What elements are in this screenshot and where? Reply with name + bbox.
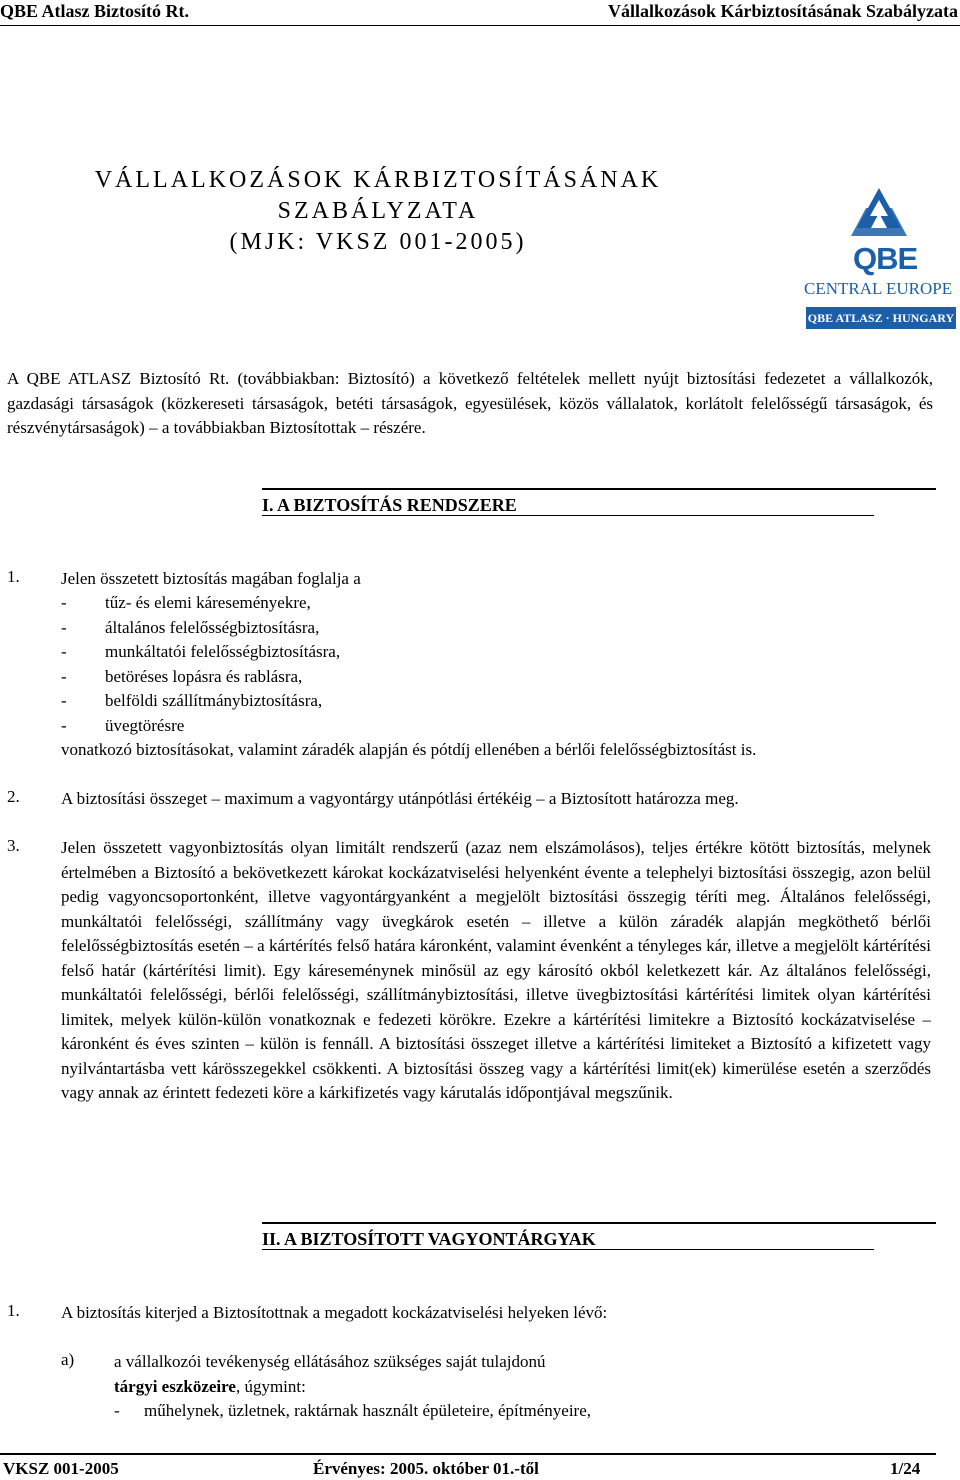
header-doc-title: Vállalkozások Kárbiztosításának Szabályzata <box>607 1 958 21</box>
section1-rule <box>262 488 936 490</box>
logo-atlasz-band: QBE ATLASZ · HUNGARY <box>806 307 956 329</box>
footer-rule <box>0 1453 936 1455</box>
bullet-fire: tűz- és elemi káreseményekre, <box>105 593 311 612</box>
footer-code: VKSZ 001-2005 <box>3 1459 119 1478</box>
sub-a-line2 <box>114 1375 934 1400</box>
qbe-triangle-icon <box>800 186 958 246</box>
intro-paragraph: A QBE ATLASZ Biztosító Rt. (továbbiakban: Biztosító) a következő feltételek mellett nyújt biztosítási fedezetet a vállalkozók, gazdasági társaságok (közkereseti társaságok, betéti társaságok, egyesülések, közös vállalatok, korlátolt felelősségű társaságok, és részvénytársaságok) – a továbbiakban Biztosítottak – részére. <box>7 369 933 437</box>
bullet-mark: - <box>61 691 67 710</box>
item1-number: 1. <box>7 567 20 586</box>
qbe-logo <box>800 186 958 334</box>
bullet-general-liability: általános felelősségbiztosításra, <box>105 617 320 637</box>
footer-page-number: 1/24 <box>890 1459 921 1478</box>
section1-underline <box>262 515 874 516</box>
logo-central-europe: CENTRAL EUROPE <box>804 279 953 298</box>
bullet-glass: üvegtörésre <box>105 715 185 735</box>
sub-a-bullet: műhelynek, üzletnek, raktárnak használt épületeire, építményeire, <box>144 1401 591 1420</box>
page-header <box>0 0 960 26</box>
section2-rule <box>262 1222 936 1224</box>
bullet-mark: - <box>61 642 67 661</box>
s2-item1-number: 1. <box>7 1301 20 1320</box>
bullet-mark: - <box>61 617 67 637</box>
item2-text: A biztosítási összeget – maximum a vagyontárgy utánpótlási értékéig – a Biztosított határozza meg. <box>61 789 739 808</box>
item3-text: Jelen összetett vagyonbiztosítás olyan limitált rendszerű (azaz nem elszámolásos), teljes értékre kötött biztosítás, melynek értelmében a Biztosító a bekövetkezett károkat kockázatviselési helyenként évente a telephelyi biztosítási összegig, azon belül pedig vagyoncsoportonként, illetve vagyontárgyanként a megjelölt biztosítási összegig téríti meg. Általános felelősségi, munkáltatói felelősségi, szállítmány vagy üvegkárok esetén – illetve a külön záradék alapján megköthető bérlői felelősségbiztosítás esetén – a kártérítés felső határa káronként, valamint évenként a tényleges kár, illetve a megjelölt kártérítési felső határ (kártérítési limit). Egy káreseménynek minősül az egy károsító okból keletkezett kár. Az általános felelősségi, munkáltatói felelősségi, bérlői felelősségi, szállítmánybiztosítási, illetve üvegbiztosítási kártérítési limitek olyan kártérítési limitek, melyek külön-külön vonatkoznak e fedezeti körökre. Ezekre a kártérítési limitekre a Biztosító kockázatviselése – káronként és éves szinten – külön is fennáll. A biztosítási összeget illetve a kártérítési limiteket a Biztosító a kifizetett vagy nyilvántartásba vett kárösszegekkel csökkenti. A biztosítási összeg vagy a kártérítési limit(ek) kimerülése esetén a szerződés vagy annak az érintett fedezeti köre a kárkifizetés vagy kárutalás időpontjával megszűnik. <box>61 838 931 1102</box>
section2-underline <box>262 1249 874 1250</box>
title-line-2: SZABÁLYZATA <box>277 198 479 224</box>
item2-number: 2. <box>7 787 20 806</box>
bullet-transport: belföldi szállítmánybiztosításra, <box>105 691 323 710</box>
document-title <box>28 165 728 258</box>
title-line-3: (MJK: VKSZ 001-2005) <box>229 229 527 255</box>
section2-heading-text: II. A BIZTOSÍTOTT VAGYONTÁRGYAK <box>262 1229 596 1249</box>
sub-a-label: a) <box>61 1350 75 1369</box>
footer-validity: Érvényes: 2005. október 01.-től <box>313 1459 539 1478</box>
item3-number: 3. <box>7 836 20 855</box>
sub-a-text: a vállalkozói tevékenység ellátásához szükséges saját tulajdonú <box>114 1352 546 1371</box>
section1-heading <box>262 495 874 516</box>
header-rule <box>0 25 960 26</box>
bullet-mark: - <box>61 666 67 686</box>
sub-a-rest: , úgymint: <box>235 1377 306 1396</box>
header-company: QBE Atlasz Biztosító Rt. <box>0 1 189 21</box>
bullet-mark: - <box>61 593 67 612</box>
bullet-mark: - <box>114 1401 120 1420</box>
title-line-1: VÁLLALKOZÁSOK KÁRBIZTOSÍTÁSÁNAK <box>94 167 662 193</box>
bullet-burglary: betöréses lopásra és rablásra, <box>105 666 303 686</box>
item1-lead: Jelen összetett biztosítás magában foglalja a <box>61 569 361 588</box>
item1-tail: vonatkozó biztosításokat, valamint záradék alapján és pótdíj ellenében a bérlői felelősségbiztosítást is. <box>61 740 757 759</box>
logo-qbe-text: QBE <box>853 241 918 276</box>
bullet-mark: - <box>61 715 67 735</box>
s2-item1-text: A biztosítás kiterjed a Biztosítottnak a megadott kockázatviselési helyeken lévő: <box>61 1303 608 1322</box>
sub-a-bold: tárgyi eszközeire <box>114 1377 236 1396</box>
section1-heading-text: I. A BIZTOSÍTÁS RENDSZERE <box>262 495 517 515</box>
section2-heading <box>262 1229 874 1250</box>
bullet-employer-liability: munkáltatói felelősségbiztosításra, <box>105 642 341 661</box>
